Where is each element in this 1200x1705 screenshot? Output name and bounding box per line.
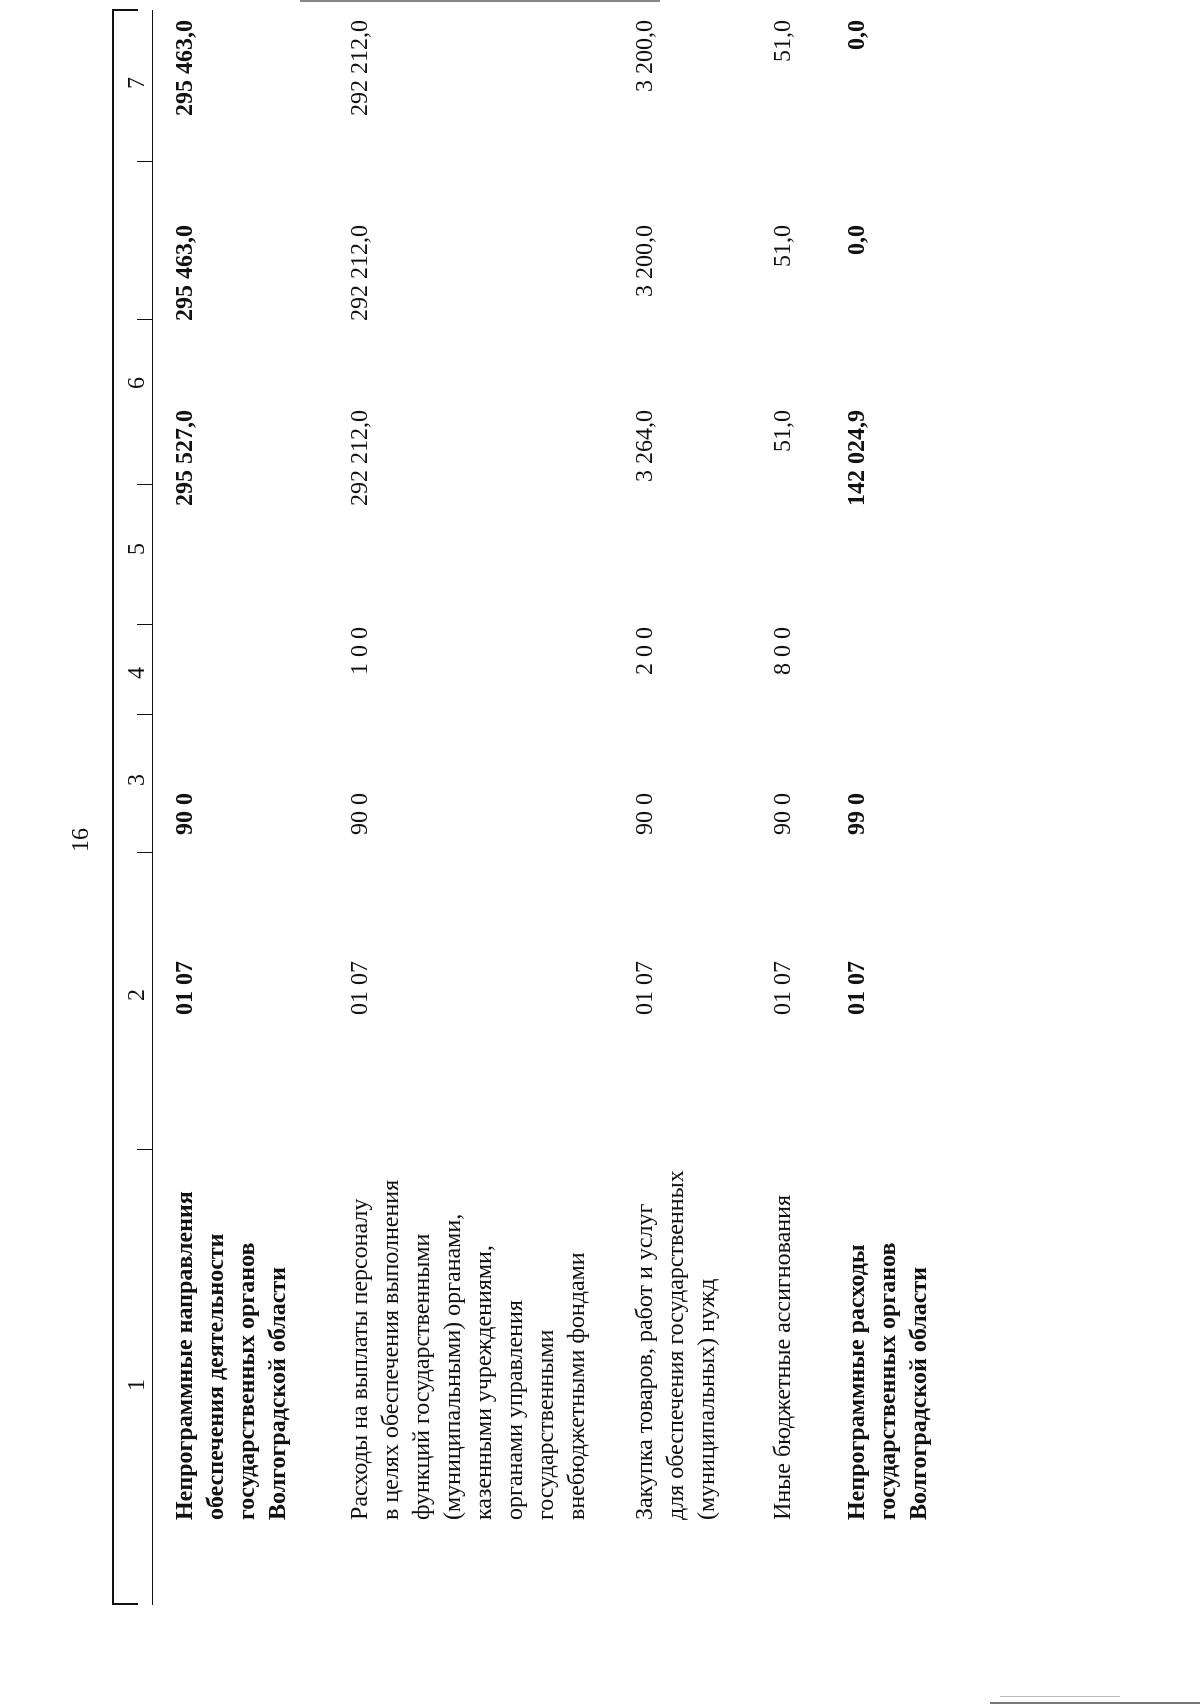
section-code: 01 07: [172, 961, 198, 1015]
amount-col-5: 292 212,0: [347, 410, 373, 506]
section-code: 01 07: [347, 961, 373, 1015]
section-code: 01 07: [770, 961, 796, 1015]
row-name: Закупка товаров, работ и услуг для обеспечения государственных (муниципальных) нужд: [632, 1170, 720, 1520]
amount-col-6: 3 200,0: [632, 225, 658, 297]
amount-col-6: 0,0: [844, 225, 870, 255]
header-col-6: 6: [124, 377, 150, 389]
amount-col-6: 51,0: [770, 225, 796, 267]
amount-col-7: 0,0: [844, 20, 870, 50]
row-name: Непрограммные направления обеспечения деятельности государственных органов Волгоградской области: [172, 1191, 291, 1520]
header-col-2: 2: [124, 989, 150, 1001]
expense-type: 8 0 0: [770, 627, 796, 675]
page-number: 16: [68, 828, 94, 852]
row-name: Иные бюджетные ассигнования: [770, 1195, 796, 1520]
amount-col-6: 295 463,0: [172, 225, 198, 321]
amount-col-5: 142 024,9: [844, 410, 870, 506]
section-code: 01 07: [844, 961, 870, 1015]
header-col-5: 5: [124, 543, 150, 555]
amount-col-7: 292 212,0: [347, 20, 373, 116]
header-col-4: 4: [124, 667, 150, 679]
amount-col-5: 51,0: [770, 410, 796, 452]
expense-type: 1 0 0: [347, 627, 373, 675]
amount-col-5: 3 264,0: [632, 410, 658, 482]
target-code: 90 0: [632, 793, 658, 835]
target-code: 90 0: [347, 793, 373, 835]
header-col-3: 3: [124, 774, 150, 786]
row-name: Непрограммные расходы государственных органов Волгоградской области: [844, 1242, 932, 1520]
header-col-7: 7: [124, 77, 150, 89]
amount-col-7: 3 200,0: [632, 20, 658, 92]
target-code: 99 0: [844, 793, 870, 835]
target-code: 90 0: [172, 793, 198, 835]
target-code: 90 0: [770, 793, 796, 835]
amount-col-7: 295 463,0: [172, 20, 198, 116]
amount-col-6: 292 212,0: [347, 225, 373, 321]
amount-col-5: 295 527,0: [172, 410, 198, 506]
header-col-1: 1: [124, 1379, 150, 1391]
amount-col-7: 51,0: [770, 20, 796, 62]
expense-type: 2 0 0: [632, 627, 658, 675]
row-name: Расходы на выплаты персоналу в целях обеспечения выполнения функций государственными (муниципальными) органами, казенными учреждениями, органами управления государственными внебюджетными фондами: [347, 1179, 590, 1520]
section-code: 01 07: [632, 961, 658, 1015]
